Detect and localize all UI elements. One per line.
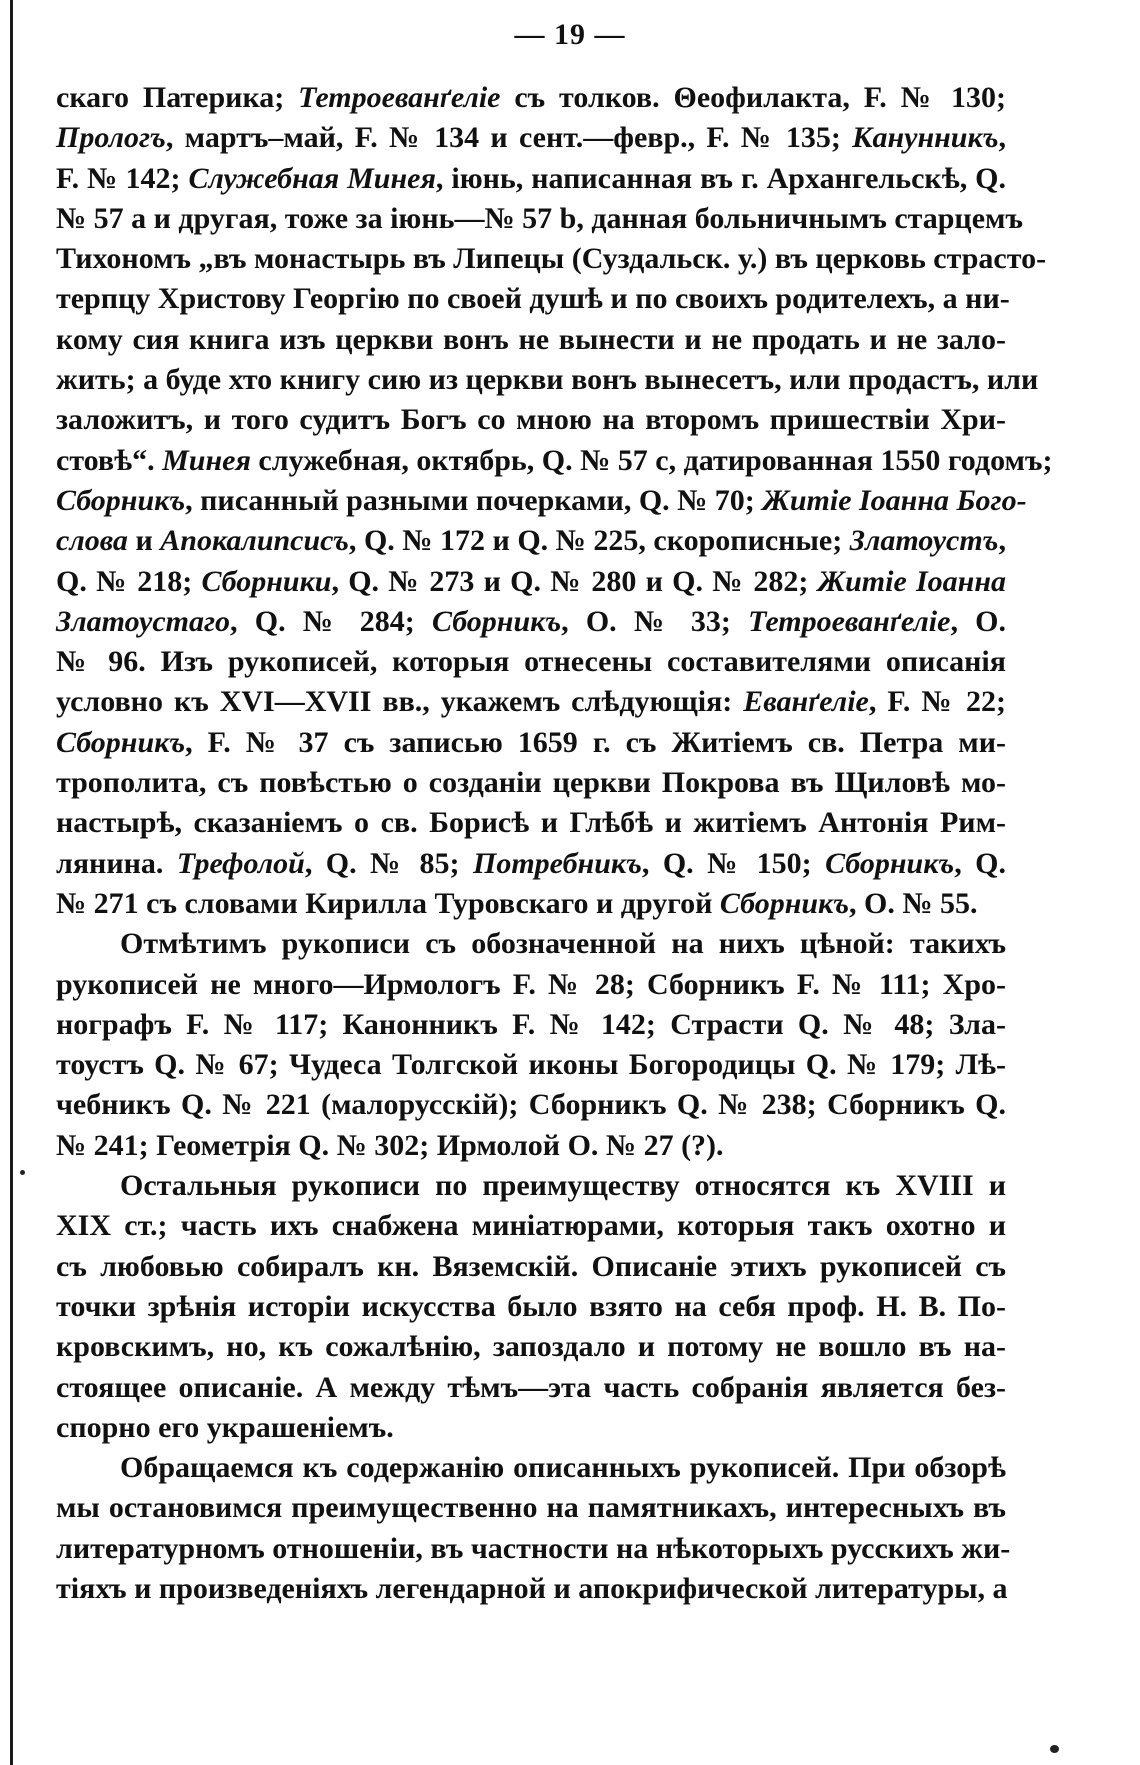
- text-line: [56, 803, 1006, 843]
- text-run: , мартъ–май, F. № 134 и сент.—февр., F. № 135;: [165, 121, 853, 155]
- text-run: Тихономъ „въ монастырь въ Липецы (Суздальск. у.) въ церковь страсто-: [56, 242, 1047, 276]
- text-line: [56, 763, 1006, 803]
- text-run: , Q. № 273 и Q. № 280 и Q. № 282;: [331, 564, 818, 598]
- italic-title-text: Сборники: [201, 564, 332, 598]
- text-line: [56, 118, 1006, 158]
- text-run: съ любовью собиралъ кн. Вяземскій. Описаніе этихъ рукописей съ: [56, 1249, 1006, 1283]
- text-run: условно къ XVI—XVII вв., укажемъ слѣдующія:: [56, 685, 744, 719]
- text-run: и: [127, 524, 161, 558]
- text-line: [56, 1368, 1006, 1408]
- italic-title-text: Тетроеванґеліе: [748, 604, 951, 638]
- italic-title-text: Потребникъ: [472, 846, 642, 880]
- text-line: [56, 360, 1039, 400]
- text-run: , О. № 55.: [849, 886, 978, 920]
- text-run: литературномъ отношеніи, въ частности на нѣкоторыхъ русскихъ жи-: [56, 1531, 1011, 1565]
- italic-title-text: слова: [56, 524, 128, 558]
- text-run: тіяхъ и произведеніяхъ легендарной и апокрифической литературы, а: [56, 1571, 1008, 1605]
- text-run: , О. № 33;: [561, 604, 749, 638]
- text-run: тоустъ Q. № 67; Чудеса Толгской иконы Богородицы Q. № 179; Лѣ-: [56, 1048, 1006, 1082]
- text-run: № 96. Изъ рукописей, которыя отнесены составителями описанія: [56, 645, 1006, 679]
- text-line: [56, 400, 1006, 440]
- text-run: , Q.: [954, 846, 1006, 880]
- italic-title-text: Златоустъ: [849, 524, 999, 558]
- text-line: [56, 1166, 1006, 1206]
- text-run: XIX ст.; часть ихъ снабжена миніатюрами, которыя такъ охотно и: [56, 1209, 1006, 1243]
- text-run: настырѣ, сказаніемъ о св. Борисѣ и Глѣбѣ и житіемъ Антонія Рим-: [56, 806, 1006, 840]
- text-line: [56, 844, 1006, 884]
- text-line: [56, 965, 1006, 1005]
- italic-title-text: Апокалипсисъ: [160, 524, 349, 558]
- text-run: ,: [998, 524, 1006, 558]
- text-line: [56, 1247, 1006, 1287]
- text-run: , іюнь, написанная въ г. Архангельскѣ, Q.: [435, 161, 1006, 195]
- text-line: [56, 239, 1047, 279]
- text-run: Обращаемся къ содержанію описанныхъ рукописей. При обзорѣ: [120, 1451, 1006, 1485]
- text-run: , F. № 22;: [868, 685, 1006, 719]
- text-line: [56, 682, 1006, 722]
- text-run: скаго Патерика;: [56, 81, 299, 114]
- text-run: мы остановимся преимущественно на памятникахъ, интересныхъ въ: [56, 1491, 1006, 1525]
- text-run: № 271 съ словами Кирилла Туровскаго и другой: [56, 886, 720, 920]
- text-line: [56, 441, 1053, 481]
- text-run: терпцу Христову Георгію по своей душѣ и по своихъ родителехъ, а ни-: [56, 282, 1010, 316]
- text-run: Отмѣтимъ рукописи съ обозначенной на нихъ цѣной: такихъ: [120, 927, 1006, 961]
- text-line: [56, 642, 1006, 682]
- text-run: , F. № 37 съ записью 1659 г. съ Житіемъ св. Петра ми-: [185, 725, 1006, 759]
- italic-title-text: Житіе Іоанна: [817, 564, 1006, 598]
- text-line: [56, 1287, 1006, 1327]
- italic-title-text: Сборникъ: [56, 483, 186, 517]
- italic-title-text: Тетроеванґеліе: [298, 81, 501, 114]
- text-run: стовѣ“.: [56, 443, 163, 477]
- scan-speck: [20, 1170, 25, 1175]
- text-line: [56, 1569, 1006, 1609]
- text-line: [56, 1206, 1006, 1246]
- text-line: [56, 1126, 1006, 1166]
- text-run: трополита, съ повѣстью о созданіи церкви Покрова въ Щиловѣ мо-: [56, 766, 1006, 800]
- text-run: кровскимъ, но, къ сожалѣнію, запоздало и потому не вошло въ на-: [56, 1330, 1006, 1364]
- text-run: чебникъ Q. № 221 (малорусскій); Сборникъ Q. № 238; Сборникъ Q.: [56, 1088, 1006, 1122]
- scan-speck: [1050, 1745, 1059, 1753]
- text-run: рукописей не много—Ирмологъ F. № 28; Сборникъ F. № 111; Хро-: [56, 967, 1006, 1001]
- page-number: — 19 —: [514, 18, 626, 51]
- text-run: лянина.: [56, 846, 177, 880]
- text-run: № 241; Геометрія Q. № 302; Ирмолой О. № 27 (?).: [56, 1128, 724, 1162]
- italic-title-text: Сборникъ: [56, 725, 186, 759]
- italic-title-text: Минея: [162, 443, 251, 477]
- italic-title-text: Сборникъ: [432, 604, 562, 638]
- text-run: Остальныя рукописи по преимуществу относятся къ XVIII и: [120, 1169, 1006, 1203]
- text-run: , Q. № 172 и Q. № 225, скорописные;: [348, 524, 850, 558]
- text-run: точки зрѣнія исторіи искусства было взято на себя проф. Н. В. По-: [56, 1289, 1006, 1323]
- text-run: спорно его украшеніемъ.: [56, 1410, 394, 1444]
- italic-title-text: Трефолой: [176, 846, 305, 880]
- italic-title-text: Сборникъ: [719, 886, 850, 920]
- text-line: [56, 1529, 1011, 1569]
- text-run: , Q. № 284;: [230, 604, 432, 638]
- italic-title-text: Прологъ: [56, 121, 166, 155]
- text-run: , Q. № 85;: [304, 846, 473, 880]
- text-run: нографъ F. № 117; Канонникъ F. № 142; Страсти Q. № 48; Зла-: [56, 1007, 1006, 1041]
- body-text: [56, 78, 1053, 1609]
- text-line: [56, 1488, 1006, 1528]
- text-line: [56, 602, 1006, 642]
- text-line: [56, 1448, 1006, 1488]
- text-line: [56, 562, 1006, 602]
- text-run: Q. № 218;: [56, 564, 202, 598]
- page-left-edge: [10, 0, 13, 1765]
- text-line: [56, 924, 1006, 964]
- text-line: [56, 1005, 1006, 1045]
- text-run: F. № 142;: [56, 161, 189, 195]
- text-line: [56, 521, 1006, 561]
- text-line: [56, 1085, 1006, 1125]
- italic-title-text: Служебная Минея: [188, 161, 436, 195]
- text-line: [56, 199, 1023, 239]
- text-line: [56, 279, 1010, 319]
- text-run: служебная, октябрь, Q. № 57 с, датированная 1550 годомъ;: [250, 443, 1053, 477]
- text-line: [56, 159, 1006, 199]
- text-run: жить; а буде хто книгу сию из церкви вонъ вынесетъ, или продастъ, или: [56, 363, 1039, 397]
- text-run: , Q. № 150;: [641, 846, 826, 880]
- text-run: кому сия книга изъ церкви вонъ не вынести и не продать и не зало-: [56, 322, 1006, 356]
- text-run: заложитъ, и того судитъ Богъ со мною на второмъ пришествіи Хри-: [56, 403, 1006, 437]
- text-line: [56, 78, 1006, 118]
- italic-title-text: Сборникъ: [825, 846, 955, 880]
- italic-title-text: Житіе Іоанна Бого-: [762, 483, 1027, 517]
- text-line: [56, 320, 1006, 360]
- text-run: стоящее описаніе. А между тѣмъ—эта часть собранія является без-: [56, 1370, 1006, 1404]
- text-run: съ толков. Θеофилакта, F. № 130;: [500, 81, 1006, 114]
- text-run: , О.: [950, 604, 1006, 638]
- text-run: , писанный разными почерками, Q. № 70;: [185, 483, 763, 517]
- text-run: ,: [998, 121, 1006, 155]
- italic-title-text: Златоустаго: [56, 604, 231, 638]
- text-line: [56, 723, 1006, 763]
- text-line: [56, 1327, 1006, 1367]
- italic-title-text: Еванґеліе: [743, 685, 869, 719]
- text-line: [56, 884, 1006, 924]
- text-run: № 57 a и другая, тоже за іюнь—№ 57 b, данная больничнымъ старцемъ: [56, 201, 1023, 235]
- italic-title-text: Канунникъ: [852, 121, 999, 155]
- text-line: [56, 1408, 1006, 1448]
- text-line: [56, 481, 1027, 521]
- text-line: [56, 1045, 1006, 1085]
